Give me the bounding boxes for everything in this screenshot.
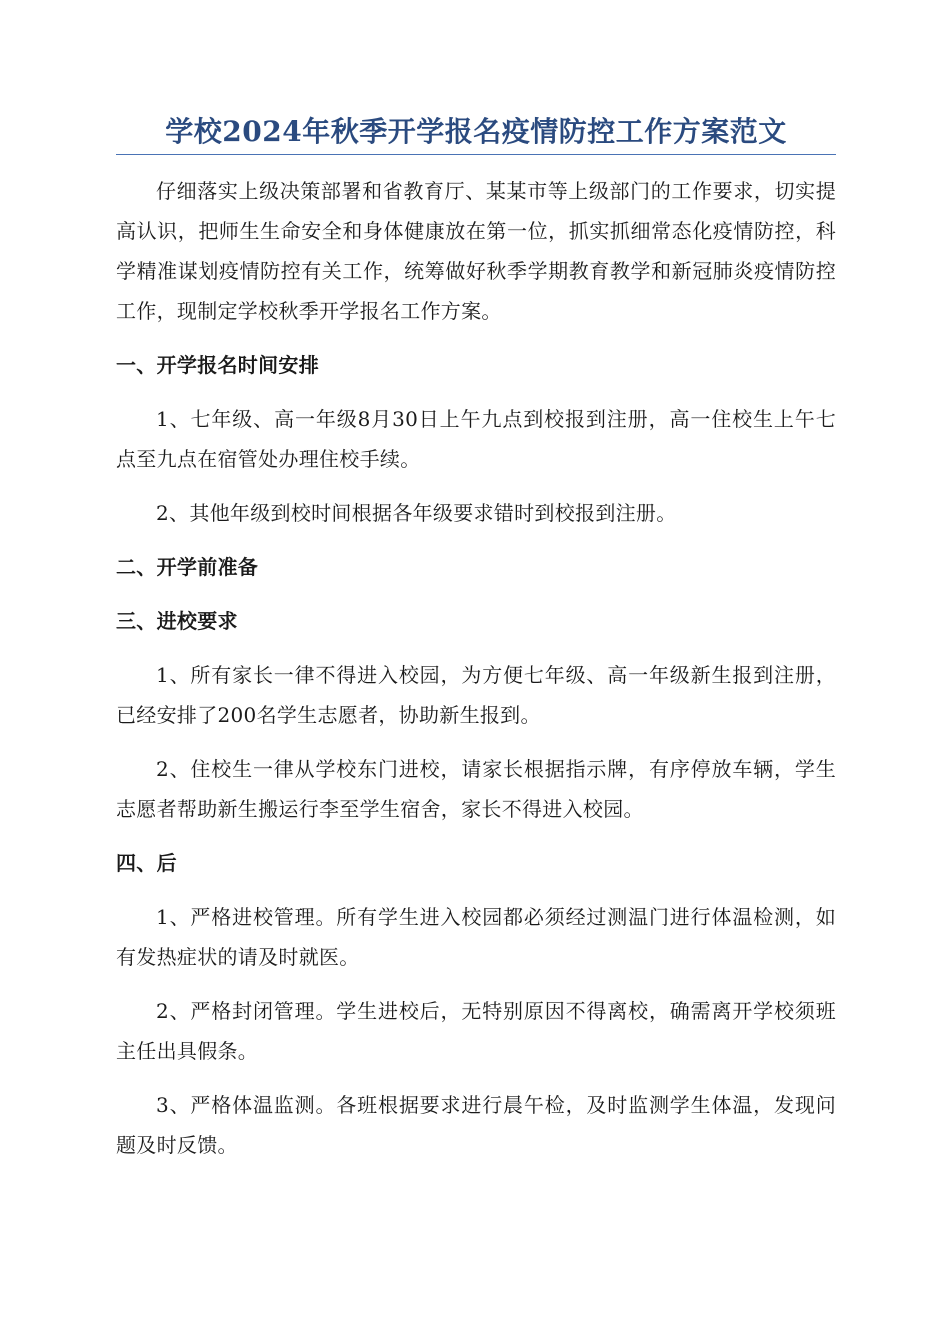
paragraph: 2、其他年级到校时间根据各年级要求错时到校报到注册。: [156, 501, 677, 525]
paragraph: 2、严格封闭管理。学生进校后，无特别原因不得离校，确需离开学校须班主任出具假条。: [116, 999, 836, 1063]
paragraph: 1、所有家长一律不得进入校园，为方便七年级、高一年级新生报到注册，已经安排了200名学生志愿者，协助新生报到。: [116, 663, 836, 727]
section-heading-schedule: 一、开学报名时间安排: [116, 353, 319, 377]
section-heading-after: 四、后: [116, 851, 177, 875]
paragraph: 1、七年级、高一年级8月30日上午九点到校报到注册，高一住校生上午七点至九点在宿管处办理住校手续。: [116, 407, 836, 471]
document-title: 学校2024年秋季开学报名疫情防控工作方案范文: [165, 115, 787, 148]
section-heading-preparation: 二、开学前准备: [116, 555, 259, 579]
intro-paragraph: 仔细落实上级决策部署和省教育厅、某某市等上级部门的工作要求，切实提高认识，把师生生命安全和身体健康放在第一位，抓实抓细常态化疫情防控，科学精准谋划疫情防控有关工作，统筹做好秋季学期教育教学和新冠肺炎疫情防控工作，现制定学校秋季开学报名工作方案。: [116, 179, 836, 323]
paragraph: 2、住校生一律从学校东门进校，请家长根据指示牌，有序停放车辆，学生志愿者帮助新生搬运行李至学生宿舍，家长不得进入校园。: [116, 757, 836, 821]
document-page: [116, 112, 836, 1179]
paragraph: 3、严格体温监测。各班根据要求进行晨午检，及时监测学生体温，发现问题及时反馈。: [116, 1093, 836, 1157]
paragraph: 1、严格进校管理。所有学生进入校园都必须经过测温门进行体温检测，如有发热症状的请及时就医。: [116, 905, 836, 969]
title-underline: [116, 154, 836, 155]
section-heading-entry-requirements: 三、进校要求: [116, 609, 238, 633]
